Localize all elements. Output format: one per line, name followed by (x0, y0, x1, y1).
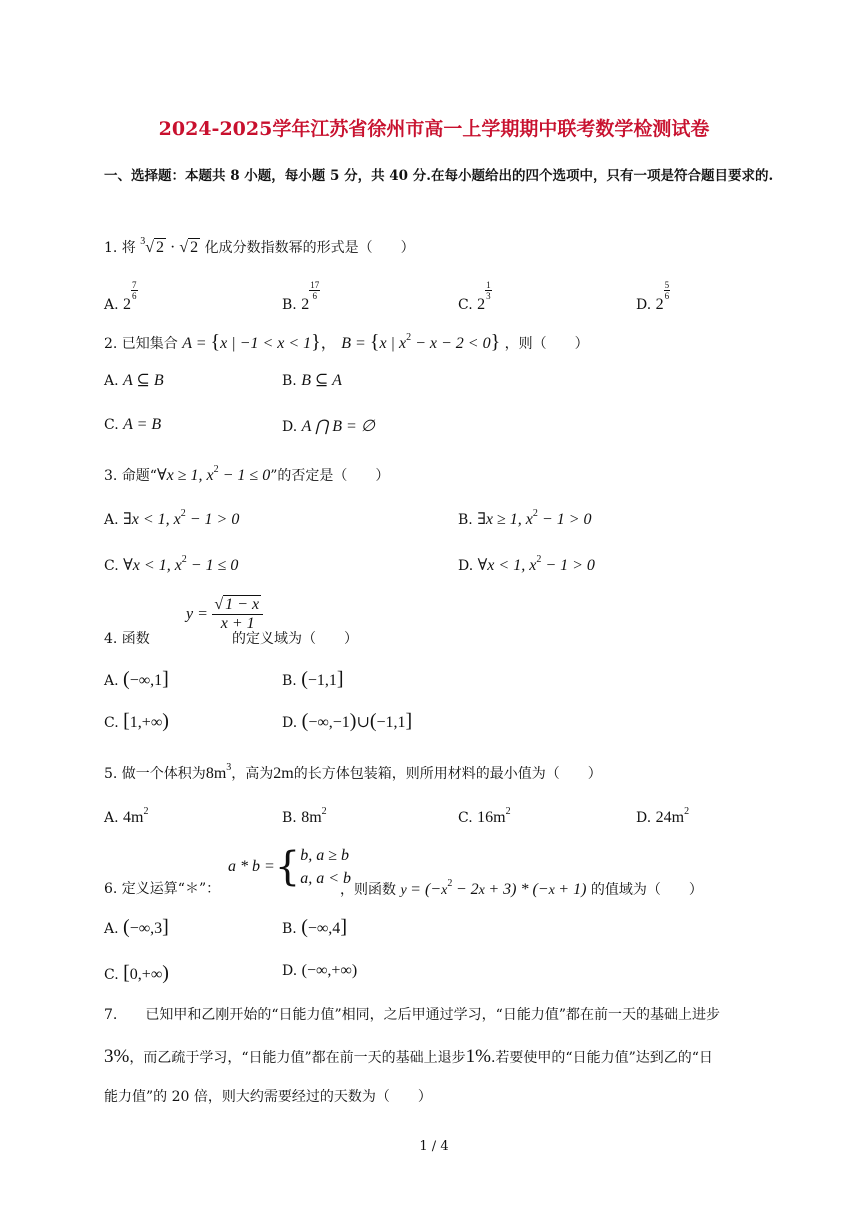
q2-option-c: C. A = B (104, 416, 162, 433)
q3-option-c: C. ∀x < 1, $x^2 - 1 \le 0$ (104, 554, 239, 574)
q6-function: $y = (-x^2 - 2x + 3) * (-x + 1)$ (400, 878, 587, 898)
q4-stem-suffix: 的定义域为（ ） (232, 631, 358, 647)
exam-title: 2024-2025学年江苏省徐州市高一上学期期中联考数学检测试卷 (158, 118, 710, 140)
q5-option-c: C. $16m^2$ (458, 806, 511, 826)
q3-stem-suffix: ”的否定是（ ） (270, 468, 390, 484)
q2-option-b: B. B ⊆ A (282, 372, 342, 389)
q5-stem-suffix: 的长方体包装箱，则所用材料的最小值为（ ） (293, 766, 602, 782)
q5-option-b: B. $8m^2$ (282, 806, 327, 826)
page-number: 1 / 4 (419, 1139, 449, 1154)
q1-option-a: A. 2 $\frac{7}{6}$ (104, 280, 137, 313)
q7-line-3: 能力值”的 20 倍，则大约需要经过的天数为（ ） (104, 1089, 432, 1105)
q4-option-d: D. (−∞,−1)∪(−1,1] (282, 710, 413, 732)
q1-option-d: D. 2 $\frac{5}{6}$ (636, 280, 670, 313)
q2-set-b: B = {x | $x^2 - x - 2 < 0$} (341, 331, 501, 353)
q5-stem-middle: ，高为 (231, 766, 274, 782)
q2-stem-prefix: 2. 已知集合 (104, 336, 178, 352)
q4-option-c: C. [1,+∞) (104, 710, 169, 732)
q6-option-b: B. (−∞,4] (282, 916, 347, 938)
q4-option-a: A. (−∞,1] (104, 668, 169, 690)
q2-set-a: A = {x | −1 < x < 1} (182, 331, 321, 353)
q2-option-d: D. A ⋂ B = ∅ (282, 418, 375, 435)
q4-option-b: B. (−1,1] (282, 668, 344, 690)
q4-stem-prefix: 4. 函数 (104, 631, 150, 647)
q3-option-b: B. ∃x ≥ 1, $x^2 - 1 > 0$ (458, 508, 592, 528)
q7-line-2: 3%，而乙疏于学习，“日能力值”都在前一天的基础上退步1%.若要使甲的“日能力值”达到乙的“日 (104, 1046, 713, 1067)
q4-function: y = $\frac{√ 1 - x}{x + 1}$ (186, 596, 263, 633)
q6-stem-prefix: 6. 定义运算“＊”： (104, 881, 221, 897)
q2-option-a: A. A ⊆ B (104, 372, 164, 389)
question-3 (104, 464, 389, 485)
q5-option-d: D. $24m^2$ (636, 806, 690, 826)
q3-proposition: ∀x ≥ 1, $x^2 - 1 \le 0$ (156, 464, 271, 484)
q2-stem-suffix: ，则（ ） (504, 336, 589, 352)
q1-expression: $^3$√ 2 · √ 2 (140, 236, 199, 256)
q1-stem-suffix: 化成分数指数幂的形式是（ ） (204, 240, 415, 256)
question-2: 2. 已知集合 A = {x | −1 < x < 1}， B = {x | $x^2 - x - 2 < 0$} ，则（ ） (104, 331, 589, 353)
question-1 (104, 236, 415, 257)
q3-option-d: D. ∀x < 1, $x^2 - 1 > 0$ (458, 554, 595, 574)
q3-option-a: A. ∃x < 1, $x^2 - 1 > 0$ (104, 508, 240, 528)
q7-line-1: 7. 已知甲和乙刚开始的“日能力值”相同，之后甲通过学习，“日能力值”都在前一天的基础上进步 (104, 1007, 720, 1023)
question-6 (340, 878, 703, 899)
q6-stem-middle: ，则函数 (340, 882, 396, 898)
q1-option-b: B. 2 $\frac{17}{6}$ (282, 280, 320, 313)
q6-option-a: A. (−∞,3] (104, 916, 169, 938)
q1-stem-prefix: 1. 将 (104, 240, 136, 256)
q6-option-d: D. (−∞,+∞) (282, 962, 358, 979)
q6-operation-definition: a * b ={ b, a ≥ b a, a < b (228, 844, 352, 890)
q5-stem-prefix: 5. 做一个体积为 (104, 766, 206, 782)
question-5: 5. 做一个体积为$8m^3$，高为2m的长方体包装箱，则所用材料的最小值为（ ） (104, 762, 602, 782)
q5-option-a: A. $4m^2$ (104, 806, 149, 826)
q3-stem-prefix: 3. 命题“ (104, 468, 157, 484)
section-heading: 一、选择题：本题共 8 小题，每小题 5 分，共 40 分.在每小题给出的四个选项中，只有一项是符合题目要求的. (104, 168, 774, 184)
q6-option-c: C. [0,+∞) (104, 962, 169, 984)
q6-stem-suffix: 的值域为（ ） (590, 882, 703, 898)
q1-option-c: C. 2 $\frac{1}{3}$ (458, 280, 491, 313)
